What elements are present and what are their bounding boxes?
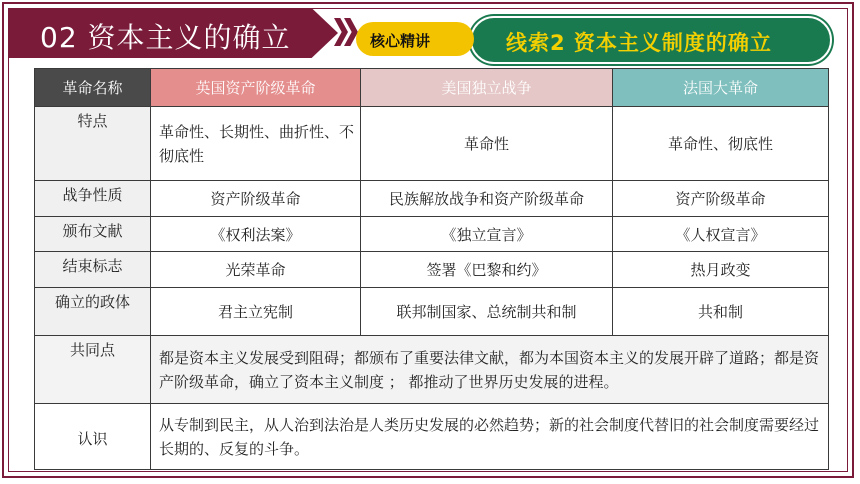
table-cell: 《人权宣言》 xyxy=(613,217,829,252)
table-row xyxy=(35,181,829,217)
table-row xyxy=(35,217,829,252)
header-cell: 法国大革命 xyxy=(613,69,829,107)
table-row xyxy=(35,288,829,336)
table-cell: 资产阶级革命 xyxy=(613,181,829,217)
table-cell: 签署《巴黎和约》 xyxy=(361,252,613,288)
table-row-common xyxy=(35,336,829,404)
page-title: 02 资本主义的确立 xyxy=(40,21,291,54)
table-cell: 共和制 xyxy=(613,288,829,336)
row-label: 战争性质 xyxy=(35,181,151,217)
table-cell: 光荣革命 xyxy=(151,252,361,288)
row-label: 认识 xyxy=(35,404,151,470)
table-cell: 《权利法案》 xyxy=(151,217,361,252)
table-cell: 君主立宪制 xyxy=(151,288,361,336)
header-cell: 革命名称 xyxy=(35,69,151,107)
table-row-insight xyxy=(35,404,829,470)
insight-text: 从专制到民主，从人治到法治是人类历史发展的必然趋势；新的社会制度代替旧的社会制度需要经过长期的、反复的斗争。 xyxy=(151,404,829,470)
row-label: 特点 xyxy=(35,107,151,181)
row-label: 结束标志 xyxy=(35,252,151,288)
comparison-table xyxy=(34,68,829,470)
table-cell: 联邦制国家、总统制共和制 xyxy=(361,288,613,336)
table-cell: 资产阶级革命 xyxy=(151,181,361,217)
tag-label: 核心精讲 xyxy=(370,32,431,50)
topic-label: 线索2 资本主义制度的确立 xyxy=(506,31,772,55)
row-label: 共同点 xyxy=(35,336,151,404)
table-cell: 热月政变 xyxy=(613,252,829,288)
header-cell: 英国资产阶级革命 xyxy=(151,69,361,107)
table-cell: 革命性、彻底性 xyxy=(613,107,829,181)
common-points-text: 都是资本主义发展受到阻碍；都颁布了重要法律文献，都为本国资本主义的发展开辟了道路；都是资产阶级革命，确立了资本主义制度 ； 都推动了世界历史发展的进程。 xyxy=(151,336,829,404)
row-label: 颁布文献 xyxy=(35,217,151,252)
table-cell: 革命性、长期性、曲折性、不彻底性 xyxy=(151,107,361,181)
row-label: 确立的政体 xyxy=(35,288,151,336)
topic-badge xyxy=(470,16,832,64)
table-row xyxy=(35,252,829,288)
header-cell: 美国独立战争 xyxy=(361,69,613,107)
table-row xyxy=(35,107,829,181)
table-header-row xyxy=(35,69,829,107)
table-cell: 民族解放战争和资产阶级革命 xyxy=(361,181,613,217)
table-cell: 革命性 xyxy=(361,107,613,181)
tag-badge xyxy=(356,22,474,56)
table-cell: 《独立宣言》 xyxy=(361,217,613,252)
